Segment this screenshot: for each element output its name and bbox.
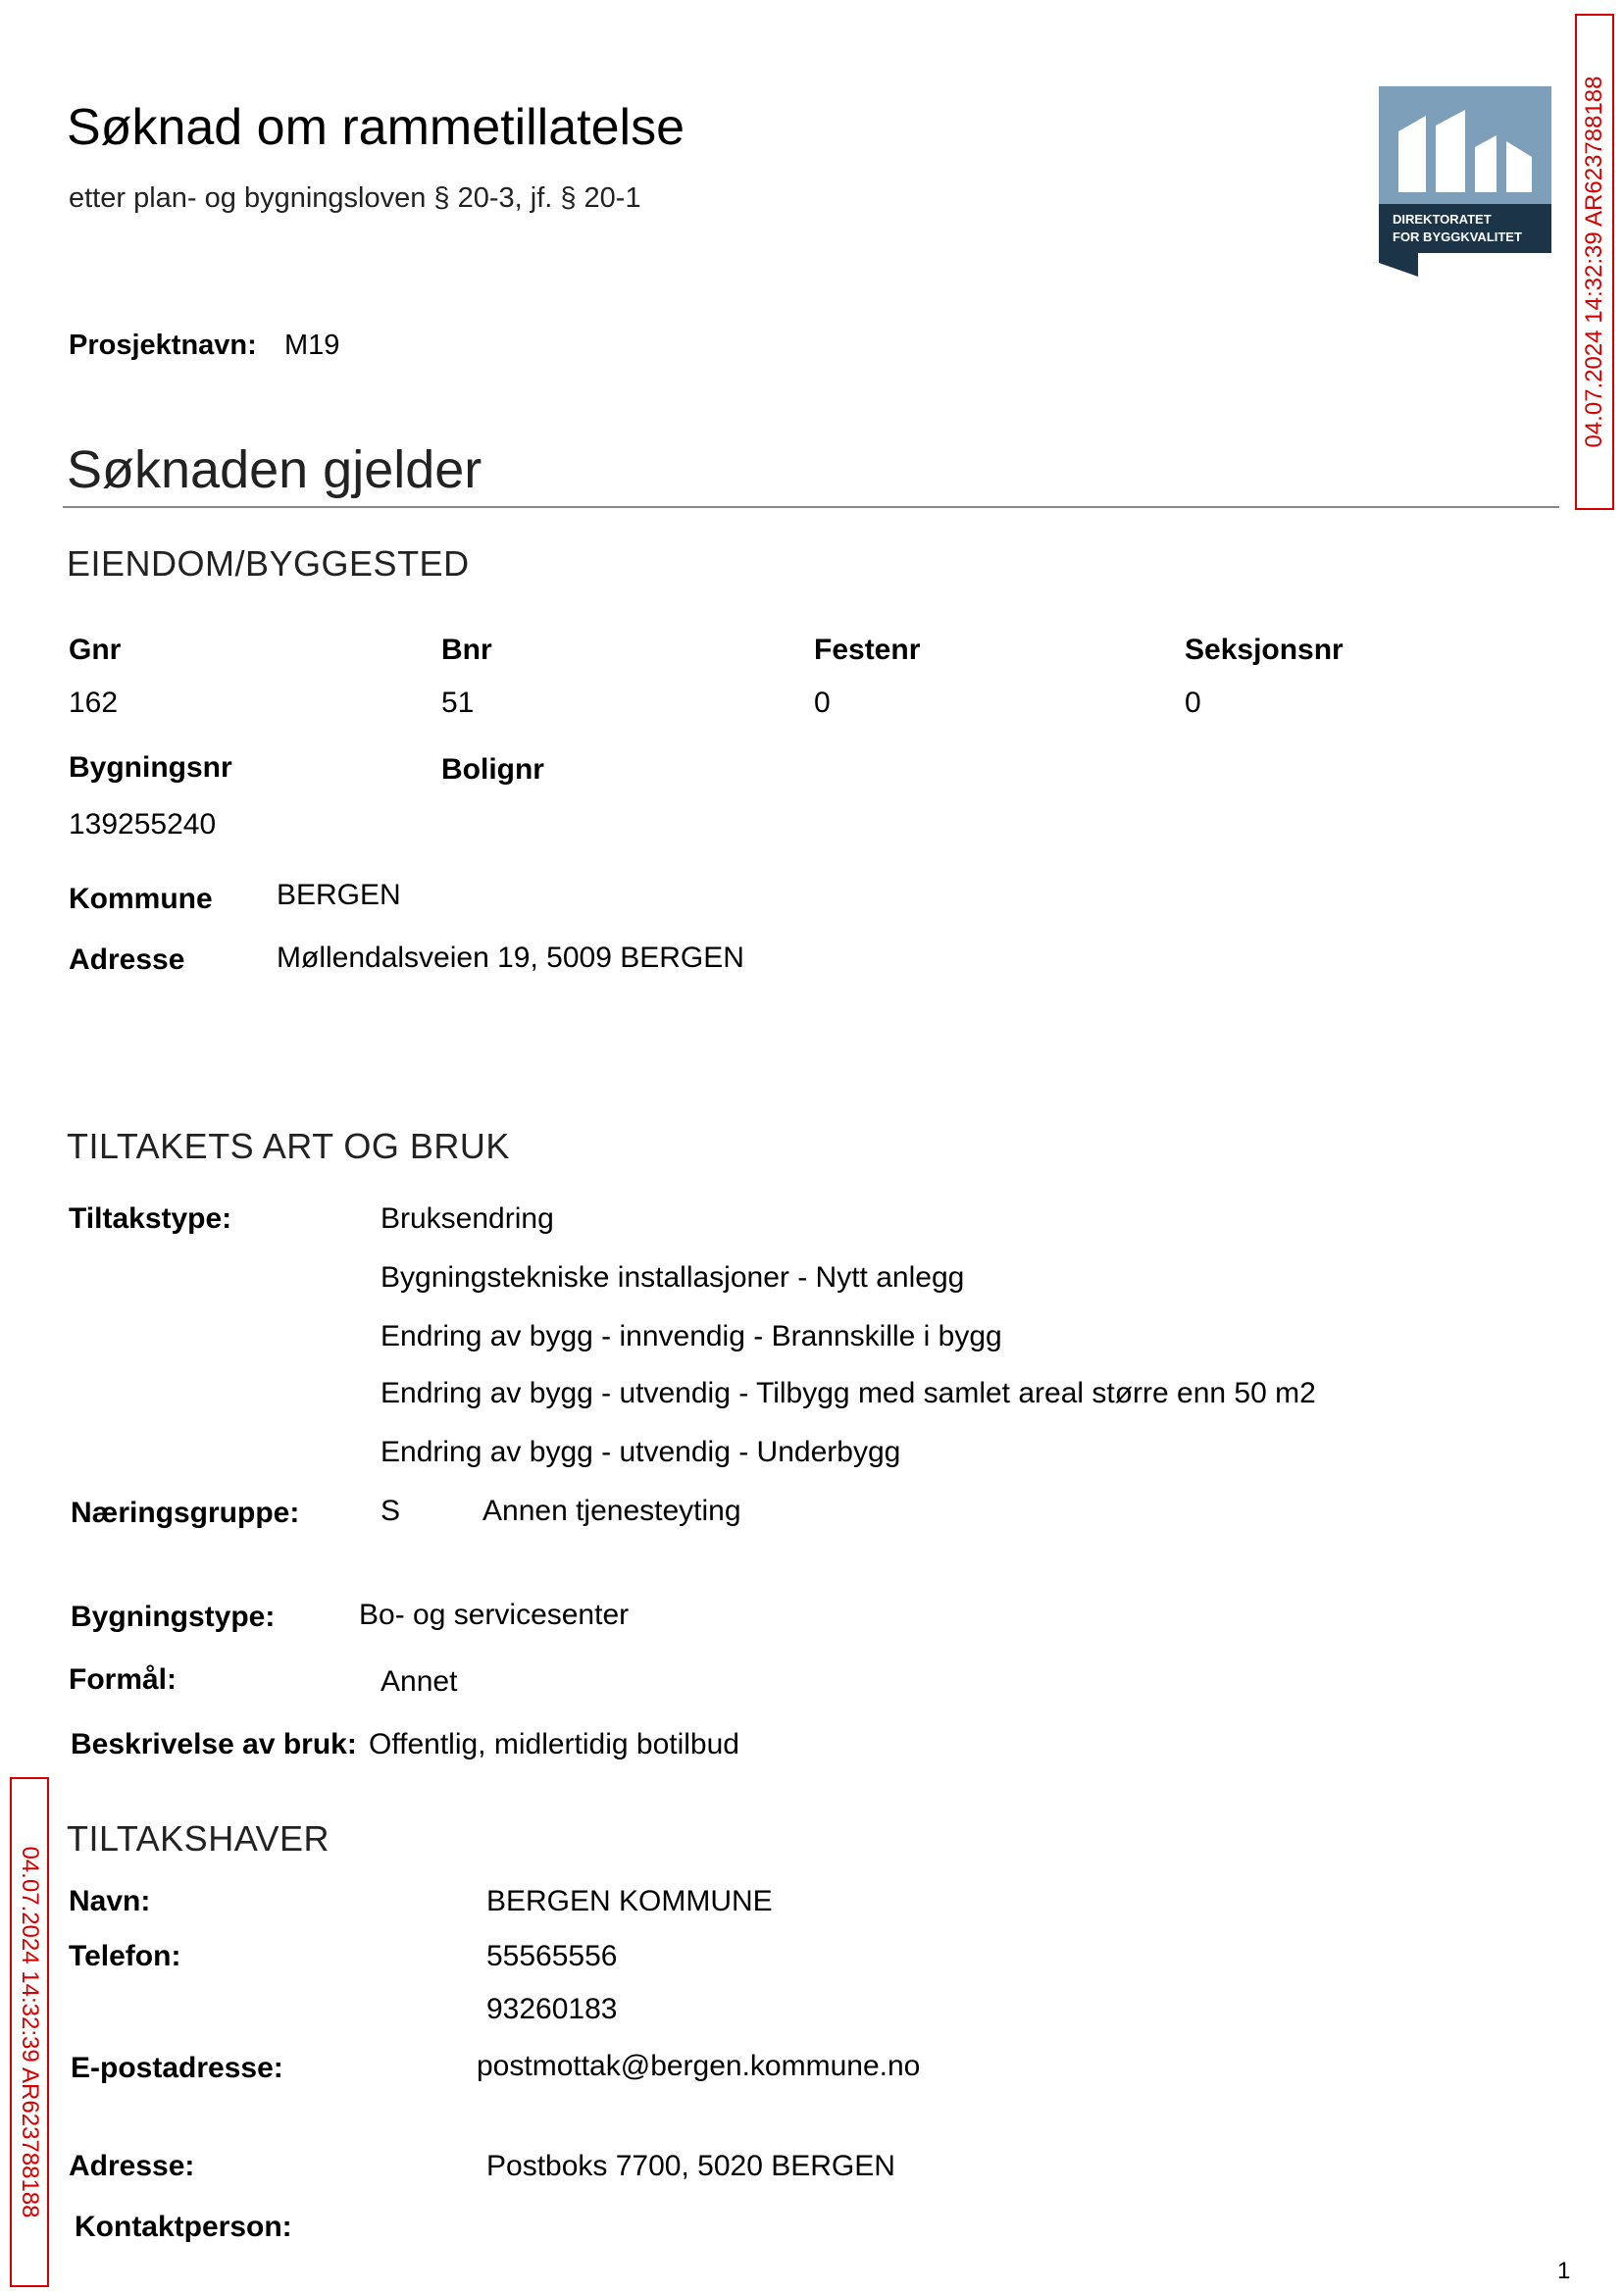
- festenr-label: Festenr: [814, 634, 921, 666]
- document-subtitle: etter plan- og bygningsloven § 20-3, jf. § 20-1: [69, 182, 641, 214]
- formal-value: Annet: [381, 1665, 458, 1698]
- bolignr-label: Bolignr: [441, 753, 544, 786]
- bygningsnr-label: Bygningsnr: [69, 751, 232, 784]
- bnr-label: Bnr: [441, 634, 492, 666]
- tiltakstype-item: Endring av bygg - innvendig - Brannskille i bygg: [381, 1320, 1002, 1352]
- tiltakshaver-adresse-value: Postboks 7700, 5020 BERGEN: [486, 2150, 895, 2182]
- bnr-value: 51: [441, 687, 475, 719]
- navn-label: Navn:: [69, 1885, 151, 1917]
- kommune-label: Kommune: [69, 883, 213, 915]
- seksjonsnr-value: 0: [1185, 687, 1201, 719]
- adresse-label: Adresse: [69, 943, 185, 976]
- dibk-logo: [1379, 86, 1551, 277]
- formal-label: Formål:: [69, 1663, 178, 1696]
- seksjonsnr-label: Seksjonsnr: [1185, 634, 1344, 666]
- beskrivelse-value: Offentlig, midlertidig botilbud: [369, 1728, 739, 1760]
- beskrivelse-label: Beskrivelse av bruk:: [71, 1728, 357, 1760]
- page-number: 1: [1557, 2258, 1571, 2284]
- gnr-label: Gnr: [69, 634, 122, 666]
- telefon-label: Telefon:: [69, 1940, 181, 1972]
- bygningsnr-value: 139255240: [69, 808, 217, 841]
- tiltakstype-item: Endring av bygg - utvendig - Underbygg: [381, 1436, 901, 1468]
- property-heading: EIENDOM/BYGGESTED: [67, 543, 470, 584]
- tiltakstype-item: Bygningstekniske installasjoner - Nytt anlegg: [381, 1261, 965, 1294]
- naeringsgruppe-label: Næringsgruppe:: [71, 1497, 300, 1529]
- tiltakstype-item: Endring av bygg - utvendig - Tilbygg med samlet areal større enn 50 m2: [381, 1377, 1316, 1409]
- logo-text-line2: FOR BYGGKVALITET: [1393, 229, 1522, 244]
- project-name-value: M19: [284, 330, 340, 361]
- project-name-label: Prosjektnavn:: [69, 330, 257, 361]
- navn-value: BERGEN KOMMUNE: [486, 1885, 773, 1917]
- festenr-value: 0: [814, 687, 831, 719]
- timestamp-stamp-top: [1575, 14, 1614, 510]
- timestamp-stamp-left: [10, 1777, 49, 2287]
- epost-label: E-postadresse:: [71, 2052, 283, 2084]
- logo-text-line1: DIREKTORATET: [1393, 212, 1492, 227]
- section-heading: Søknaden gjelder: [67, 440, 482, 499]
- adresse-value: Møllendalsveien 19, 5009 BERGEN: [277, 942, 744, 974]
- tiltakshaver-adresse-label: Adresse:: [69, 2150, 195, 2182]
- document-title: Søknad om rammetillatelse: [67, 99, 685, 156]
- stamp-text: 04.07.2024 14:32:39 AR623788188: [1581, 76, 1607, 448]
- section-divider: [63, 506, 1559, 508]
- epost-value: postmottak@bergen.kommune.no: [477, 2050, 921, 2082]
- tiltak-heading: TILTAKETS ART OG BRUK: [67, 1126, 510, 1166]
- telefon-value: 93260183: [486, 1993, 618, 2025]
- telefon-value: 55565556: [486, 1940, 618, 1972]
- tiltakstype-item: Bruksendring: [381, 1202, 554, 1235]
- naeringsgruppe-code: S: [381, 1495, 401, 1527]
- naeringsgruppe-text: Annen tjenesteyting: [482, 1495, 741, 1527]
- tiltakstype-label: Tiltakstype:: [69, 1202, 232, 1235]
- kontaktperson-label: Kontaktperson:: [75, 2211, 292, 2243]
- gnr-value: 162: [69, 687, 119, 719]
- stamp-text: 04.07.2024 14:32:39 AR623788188: [17, 1846, 43, 2218]
- tiltakshaver-heading: TILTAKSHAVER: [67, 1818, 330, 1859]
- bygningstype-value: Bo- og servicesenter: [359, 1599, 630, 1631]
- kommune-value: BERGEN: [277, 879, 401, 911]
- bygningstype-label: Bygningstype:: [71, 1601, 276, 1633]
